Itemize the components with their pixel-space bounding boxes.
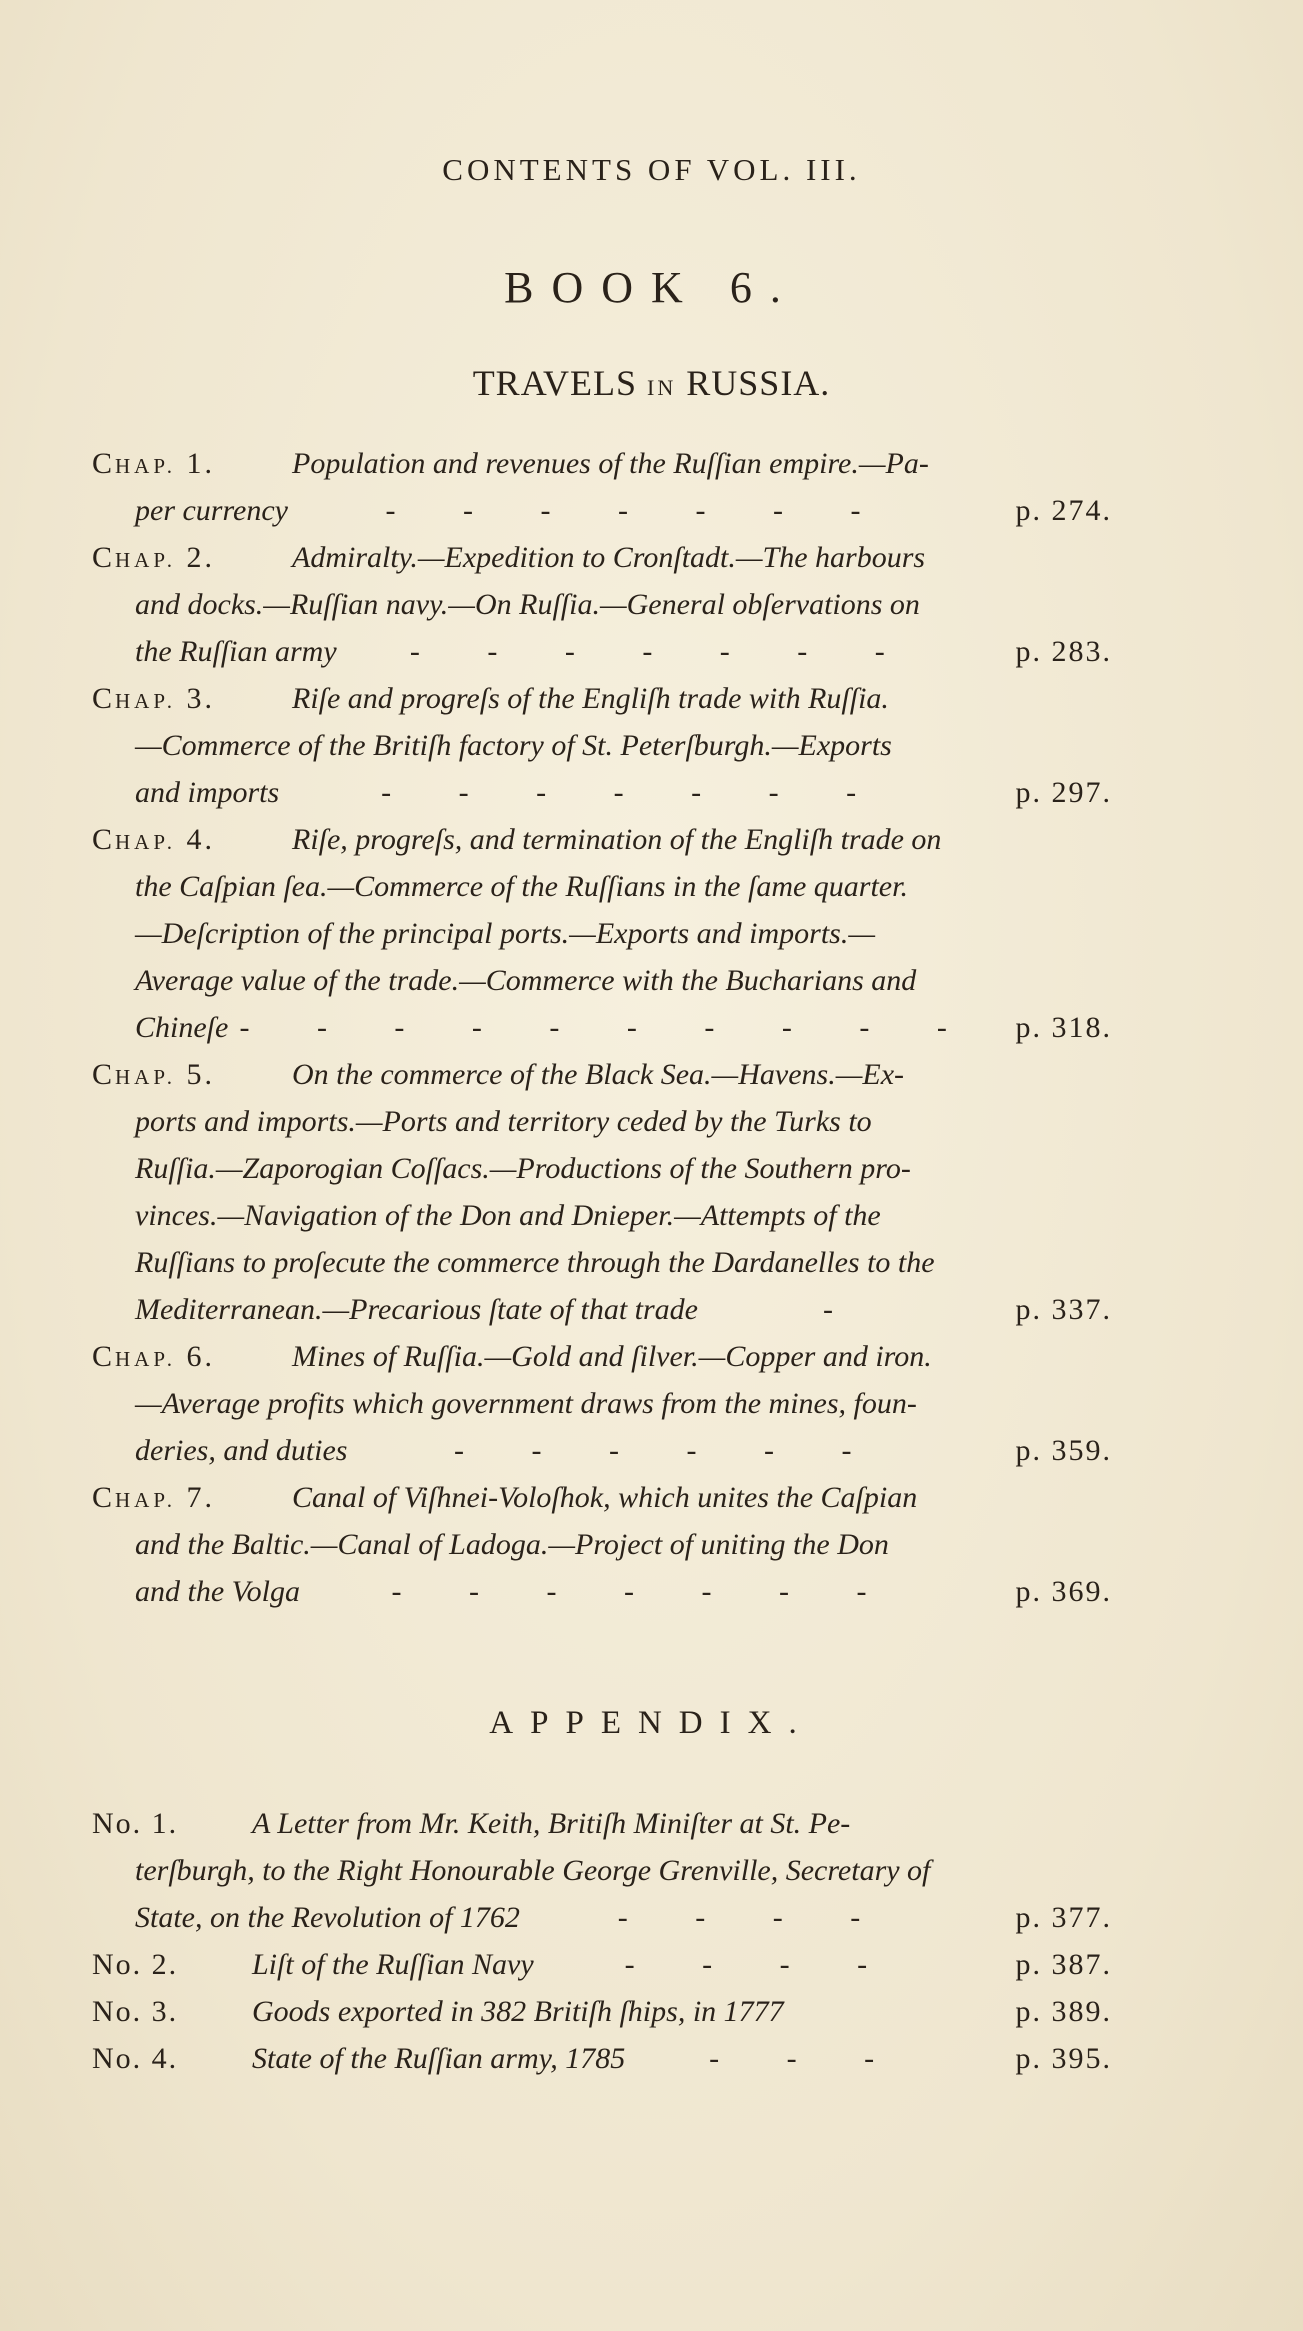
chapter-list	[92, 440, 1112, 1615]
page-reference: p. 369.	[1015, 1575, 1112, 1608]
appendix-heading: APPENDIX.	[489, 1705, 814, 1741]
page-reference: p. 297.	[1015, 776, 1112, 809]
chapter-line	[92, 534, 1112, 581]
leader-dashes: - - - - - -	[454, 1434, 882, 1467]
chapter-label	[92, 440, 292, 487]
running-head: CONTENTS OF VOL. III.	[442, 152, 861, 187]
appendix-last-line	[92, 1894, 1112, 1941]
chapter-number: 1.	[186, 447, 215, 480]
chapter-line: —Deſcription of the principal ports.—Exports and imports.—	[135, 917, 876, 950]
chapter-text: Admiralty.—Expedition to Cronſtadt.—The harbours	[292, 541, 926, 574]
chapter-number: 4.	[186, 823, 215, 856]
leader-dashes: - - -	[709, 2042, 905, 2075]
chapter-label-prefix: C	[92, 1340, 116, 1373]
book-subtitle-b: RUSSIA.	[686, 363, 831, 403]
chapter-line: ports and imports.—Ports and territory ceded by the Turks to	[135, 1105, 872, 1138]
page-reference: p. 318.	[1015, 1011, 1112, 1044]
chapter-number: 3.	[186, 682, 215, 715]
chapter-label	[92, 675, 292, 722]
appendix-label: No. 3.	[92, 1995, 179, 2028]
chapter-label-prefix: C	[92, 447, 116, 480]
chapter-text: Mediterranean.—Precarious ſtate of that trade	[135, 1293, 698, 1326]
leader-dashes: - - - - - - -	[381, 776, 887, 809]
appendix-text: State of the Ruſſian army, 1785	[252, 2042, 626, 2075]
chapter-text: On the commerce of the Black Sea.—Havens.—Ex-	[292, 1058, 905, 1091]
appendix-entry	[92, 1988, 1112, 2035]
chapter-last-line	[92, 628, 1112, 675]
leader-dashes: - - - -	[617, 1901, 891, 1934]
page-reference: p. 377.	[1015, 1901, 1112, 1934]
leader-dashes: - - - - - - -	[385, 494, 891, 527]
chapter-number: 7.	[186, 1481, 215, 1514]
appendix-line: terſburgh, to the Right Honourable George Grenville, Secretary of	[135, 1854, 931, 1887]
chapter-text: and the Volga	[135, 1575, 300, 1608]
appendix-text: State, on the Revolution of 1762	[135, 1901, 520, 1934]
chapter-entry	[92, 675, 1112, 816]
book-subtitle-a: TRAVELS	[472, 363, 638, 403]
page-reference: p. 395.	[1015, 2042, 1112, 2075]
chapter-line: Average value of the trade.—Commerce with the Bucharians and	[135, 964, 917, 997]
page-reference: p. 337.	[1015, 1293, 1112, 1326]
chapter-line: —Commerce of the Britiſh factory of St. Peterſburgh.—Exports	[135, 729, 892, 762]
chapter-label-caps: HAP.	[115, 689, 176, 713]
appendix-label: No. 2.	[92, 1948, 179, 1981]
page-reference: p. 389.	[1015, 1995, 1112, 2028]
chapter-line	[92, 1333, 1112, 1380]
chapter-last-line	[92, 487, 1112, 534]
chapter-entry	[92, 1051, 1112, 1333]
appendix-entry	[92, 2035, 1112, 2082]
chapter-text: Canal of Viſhnei-Voloſhok, which unites the Caſpian	[292, 1481, 918, 1514]
chapter-line	[92, 675, 1112, 722]
leader-dashes: - - - - - - -	[409, 635, 915, 668]
chapter-line	[92, 440, 1112, 487]
chapter-label-prefix: C	[92, 1481, 116, 1514]
chapter-label-caps: HAP.	[115, 1488, 176, 1512]
chapter-last-line	[92, 1568, 1112, 1615]
chapter-label	[92, 534, 292, 581]
leader-dashes	[784, 1988, 988, 2035]
chapter-label-caps: HAP.	[115, 1347, 176, 1371]
chapter-line: vinces.—Navigation of the Don and Dnieper.—Attempts of the	[135, 1199, 881, 1232]
chapter-text: Population and revenues of the Ruſſian empire.—Pa-	[292, 447, 929, 480]
chapter-entry	[92, 534, 1112, 675]
chapter-label-caps: HAP.	[115, 454, 176, 478]
chapter-number: 2.	[186, 541, 215, 574]
chapter-label-prefix: C	[92, 1058, 116, 1091]
appendix-last-line	[92, 1941, 1112, 1988]
chapter-text: Mines of Ruſſia.—Gold and ſilver.—Copper and iron.	[292, 1340, 932, 1373]
appendix-list	[92, 1800, 1112, 2082]
chapter-label	[92, 816, 292, 863]
page-reference: p. 283.	[1015, 635, 1112, 668]
appendix-label: No. 4.	[92, 2042, 179, 2075]
book-title: BOOK 6.	[504, 263, 799, 312]
chapter-line	[92, 1474, 1112, 1521]
chapter-line: the Caſpian ſea.—Commerce of the Ruſſians in the ſame quarter.	[135, 870, 908, 903]
chapter-text: Riſe, progreſs, and termination of the Engliſh trade on	[292, 823, 942, 856]
chapter-line: —Average profits which government draws from the mines, foun-	[135, 1387, 917, 1420]
chapter-line: and docks.—Ruſſian navy.—On Ruſſia.—General obſervations on	[135, 588, 920, 621]
appendix-label: No. 1.	[92, 1807, 179, 1840]
chapter-label-prefix: C	[92, 823, 116, 856]
chapter-entry	[92, 1474, 1112, 1615]
appendix-entry	[92, 1800, 1112, 1941]
chapter-line: Ruſſians to proſecute the commerce through the Dardanelles to the	[135, 1246, 935, 1279]
chapter-text: the Ruſſian army	[135, 635, 337, 668]
appendix-entry	[92, 1941, 1112, 1988]
chapter-last-line	[92, 1427, 1112, 1474]
chapter-last-line	[92, 1004, 1112, 1051]
chapter-line: and the Baltic.—Canal of Ladoga.—Project of uniting the Don	[135, 1528, 889, 1561]
appendix-last-line	[92, 2035, 1112, 2082]
chapter-label	[92, 1474, 292, 1521]
appendix-text: Liſt of the Ruſſian Navy	[252, 1948, 534, 1981]
chapter-last-line	[92, 1286, 1112, 1333]
book-subtitle	[0, 362, 1303, 404]
chapter-entry	[92, 816, 1112, 1051]
appendix-line	[92, 1800, 1112, 1847]
chapter-label-prefix: C	[92, 541, 116, 574]
page-reference: p. 274.	[1015, 494, 1112, 527]
leader-dashes: - - - - - - -	[391, 1575, 897, 1608]
leader-dashes: -	[822, 1293, 863, 1326]
appendix-text: A Letter from Mr. Keith, Britiſh Miniſter at St. Pe-	[252, 1807, 851, 1840]
leader-dashes: - - - - - - - - - -	[239, 1011, 977, 1044]
chapter-last-line	[92, 769, 1112, 816]
chapter-line	[92, 1051, 1112, 1098]
chapter-text: and imports	[135, 776, 280, 809]
chapter-entry	[92, 1333, 1112, 1474]
chapter-text: Riſe and progreſs of the Engliſh trade with Ruſſia.	[292, 682, 889, 715]
chapter-label-caps: HAP.	[115, 1065, 176, 1089]
chapter-label-prefix: C	[92, 682, 116, 715]
chapter-text: per currency	[135, 494, 288, 527]
chapter-line: Ruſſia.—Zaporogian Coſſacs.—Productions of the Southern pro-	[135, 1152, 911, 1185]
page-reference: p. 387.	[1015, 1948, 1112, 1981]
chapter-label	[92, 1333, 292, 1380]
leader-dashes: - - - -	[624, 1948, 898, 1981]
chapter-label	[92, 1051, 292, 1098]
appendix-last-line	[92, 1988, 1112, 2035]
page-reference: p. 359.	[1015, 1434, 1112, 1467]
chapter-line	[92, 816, 1112, 863]
chapter-text: deries, and duties	[135, 1434, 348, 1467]
appendix-text: Goods exported in 382 Britiſh ſhips, in 1777	[252, 1995, 784, 2028]
chapter-text: Chineſe	[135, 1011, 229, 1044]
chapter-label-caps: HAP.	[115, 548, 176, 572]
chapter-label-caps: HAP.	[115, 830, 176, 854]
book-subtitle-in: IN	[647, 375, 677, 400]
chapter-number: 6.	[186, 1340, 215, 1373]
chapter-number: 5.	[186, 1058, 215, 1091]
chapter-entry	[92, 440, 1112, 534]
